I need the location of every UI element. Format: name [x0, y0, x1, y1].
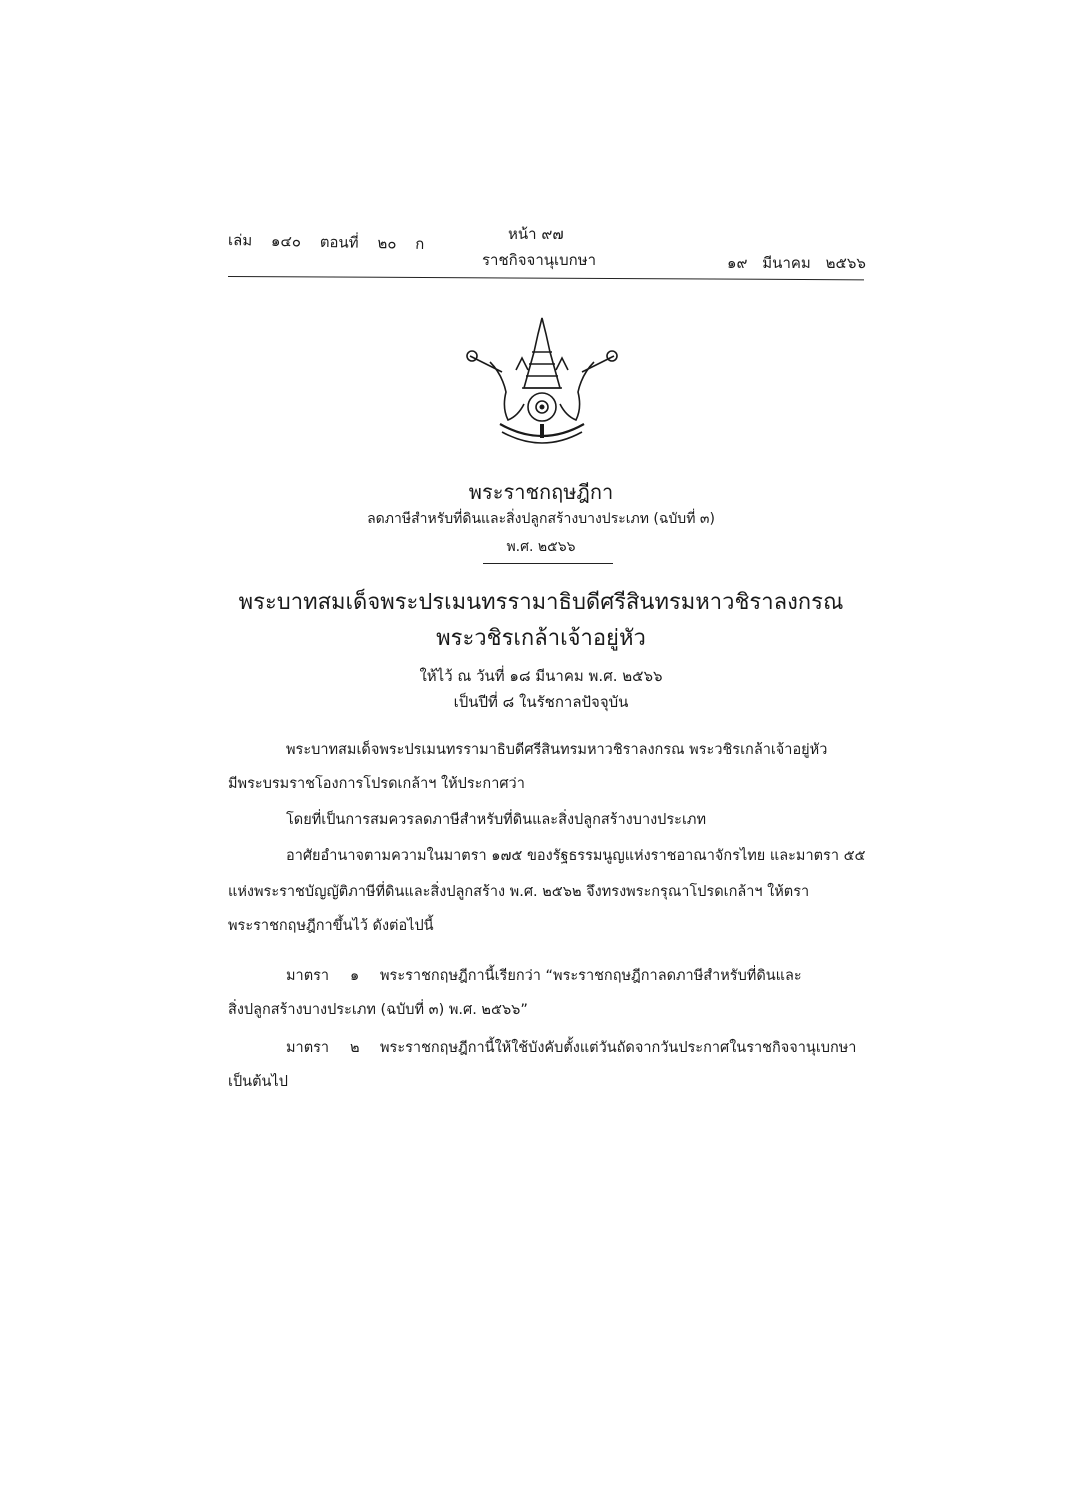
date-month: มีนาคม: [762, 254, 811, 272]
authority-line2: แห่งพระราชบัญญัติภาษีที่ดินและสิ่งปลูกสร้าง พ.ศ. ๒๕๖๒ จึงทรงพระกรุณาโปรดเกล้าฯ ให้ตรา: [228, 884, 810, 900]
issue-type: ก: [415, 234, 425, 254]
section-2-line1: [286, 1036, 856, 1059]
volume-label: เล่ม: [227, 231, 253, 250]
date-day: ๑๙: [727, 254, 748, 272]
date-year: ๒๕๖๖: [825, 254, 866, 272]
issue-number: ๒๐: [377, 234, 397, 253]
gazette-volume-issue: [228, 228, 439, 256]
reign-year: เป็นปีที่ ๘ ในรัชกาลปัจจุบัน: [453, 693, 629, 711]
decree-subtitle: ลดภาษีสำหรับที่ดินและสิ่งปลูกสร้างบางประเภท (ฉบับที่ ๓): [367, 511, 715, 527]
section-1-line2: สิ่งปลูกสร้างบางประเภท (ฉบับที่ ๓) พ.ศ. ๒๕๖๖”: [228, 1002, 528, 1018]
preamble-line1: พระบาทสมเด็จพระปรเมนทรรามาธิบดีศรีสินทรมหาวชิราลงกรณ พระวชิรเกล้าเจ้าอยู่หัว: [286, 742, 828, 758]
authority-line1: อาศัยอำนาจตามความในมาตรา ๑๗๕ ของรัฐธรรมนูญแห่งราชอาณาจักรไทย และมาตรา ๕๕: [286, 848, 866, 864]
recital-paragraph: โดยที่เป็นการสมควรลดภาษีสำหรับที่ดินและสิ่งปลูกสร้างบางประเภท: [286, 812, 707, 828]
section-1-text: พระราชกฤษฎีกานี้เรียกว่า “พระราชกฤษฎีกาลดภาษีสำหรับที่ดินและ: [380, 968, 802, 984]
preamble-line2: มีพระบรมราชโองการโปรดเกล้าฯ ให้ประกาศว่า: [228, 776, 525, 792]
issue-label: ตอนที่: [319, 232, 359, 252]
given-date: ให้ไว้ ณ วันที่ ๑๘ มีนาคม พ.ศ. ๒๕๖๖: [419, 667, 663, 685]
section-2-line2: เป็นต้นไป: [228, 1074, 288, 1090]
gazette-name: ราชกิจจานุเบกษา: [482, 251, 597, 269]
section-2-label: มาตรา: [286, 1040, 330, 1056]
king-name-line1: พระบาทสมเด็จพระปรเมนทรรามาธิบดีศรีสินทรมหาวชิราลงกรณ: [238, 590, 844, 615]
decree-title: พระราชกฤษฎีกา: [468, 480, 614, 504]
king-name-line2: พระวชิรเกล้าเจ้าอยู่หัว: [436, 626, 646, 651]
authority-line3: พระราชกฤษฎีกาขึ้นไว้ ดังต่อไปนี้: [228, 918, 434, 934]
volume-number: ๑๔๐: [270, 231, 302, 251]
gazette-date: [717, 251, 866, 275]
header-divider: [228, 276, 864, 280]
page-number: หน้า ๙๗: [508, 225, 564, 243]
section-2-text: พระราชกฤษฎีกานี้ให้ใช้บังคับตั้งแต่วันถัดจากวันประกาศในราชกิจจานุเบกษา: [380, 1040, 857, 1056]
section-2-number: ๒: [350, 1040, 360, 1056]
decree-year: พ.ศ. ๒๕๖๖: [506, 539, 576, 555]
section-1-number: ๑: [350, 968, 360, 984]
section-1-line1: [286, 964, 802, 987]
section-1-label: มาตรา: [286, 968, 330, 984]
royal-seal-icon: [462, 312, 622, 452]
title-divider: [483, 563, 613, 564]
